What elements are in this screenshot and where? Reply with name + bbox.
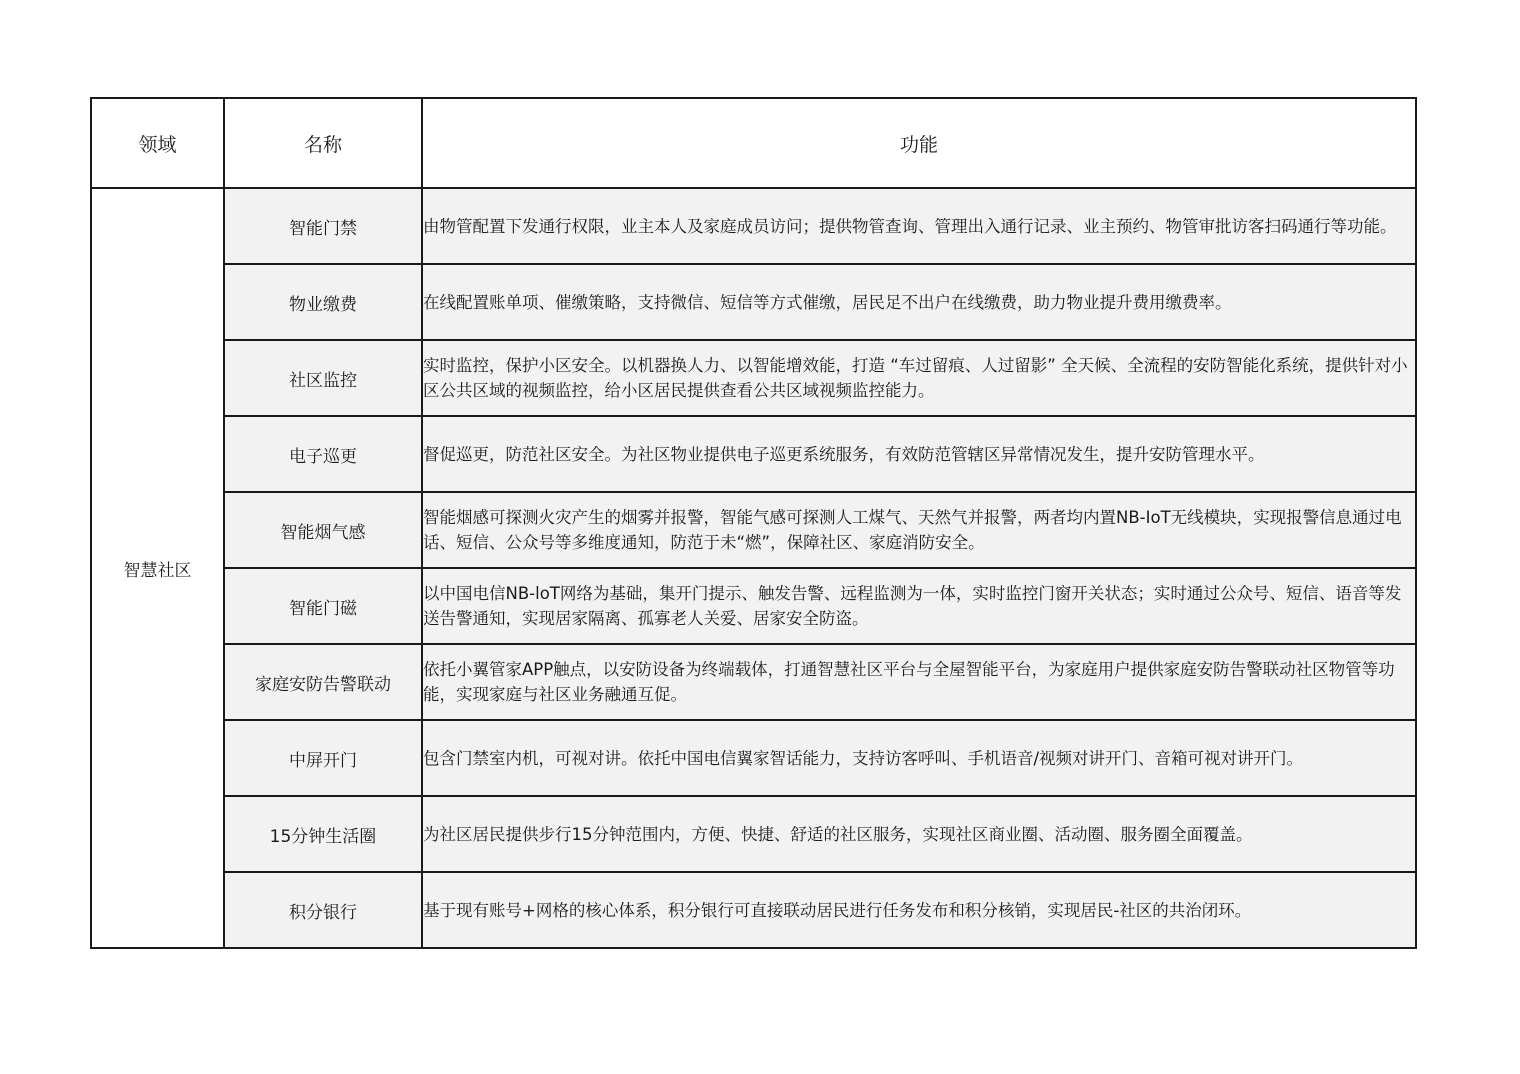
header-function: 功能 <box>422 98 1416 188</box>
header-row <box>91 98 1416 188</box>
function-cell: 智能烟感可探测火灾产生的烟雾并报警，智能气感可探测人工煤气、天然气并报警，两者均内置NB-IoT无线模块，实现报警信息通过电话、短信、公众号等多维度通知，防范于未“燃”，保障社区、家庭消防安全。 <box>422 492 1416 568</box>
feature-table <box>90 97 1417 949</box>
header-name: 名称 <box>224 98 422 188</box>
function-cell: 实时监控，保护小区安全。以机器换人力、以智能增效能，打造 “车过留痕、人过留影” 全天候、全流程的安防智能化系统，提供针对小区公共区域的视频监控，给小区居民提供查看公共区域视频监控能力。 <box>422 340 1416 416</box>
table-row <box>91 416 1416 492</box>
name-cell: 社区监控 <box>224 340 422 416</box>
name-cell: 中屏开门 <box>224 720 422 796</box>
table-row <box>91 340 1416 416</box>
table-row <box>91 188 1416 264</box>
header-domain: 领域 <box>91 98 224 188</box>
table-row <box>91 264 1416 340</box>
table-row <box>91 568 1416 644</box>
table-row <box>91 796 1416 872</box>
name-cell: 电子巡更 <box>224 416 422 492</box>
table-row <box>91 720 1416 796</box>
name-cell: 智能烟气感 <box>224 492 422 568</box>
function-cell: 包含门禁室内机，可视对讲。依托中国电信翼家智话能力，支持访客呼叫、手机语音/视频对讲开门、音箱可视对讲开门。 <box>422 720 1416 796</box>
table-row <box>91 492 1416 568</box>
domain-cell: 智慧社区 <box>91 188 224 948</box>
function-cell: 由物管配置下发通行权限，业主本人及家庭成员访问；提供物管查询、管理出入通行记录、业主预约、物管审批访客扫码通行等功能。 <box>422 188 1416 264</box>
function-cell: 在线配置账单项、催缴策略，支持微信、短信等方式催缴，居民足不出户在线缴费，助力物业提升费用缴费率。 <box>422 264 1416 340</box>
name-cell: 智能门禁 <box>224 188 422 264</box>
table-row <box>91 644 1416 720</box>
function-cell: 基于现有账号+网格的核心体系，积分银行可直接联动居民进行任务发布和积分核销，实现居民-社区的共治闭环。 <box>422 872 1416 948</box>
table-row <box>91 872 1416 948</box>
function-cell: 督促巡更，防范社区安全。为社区物业提供电子巡更系统服务，有效防范管辖区异常情况发生，提升安防管理水平。 <box>422 416 1416 492</box>
name-cell: 积分银行 <box>224 872 422 948</box>
name-cell: 15分钟生活圈 <box>224 796 422 872</box>
function-cell: 为社区居民提供步行15分钟范围内，方便、快捷、舒适的社区服务，实现社区商业圈、活动圈、服务圈全面覆盖。 <box>422 796 1416 872</box>
function-cell: 依托小翼管家APP触点，以安防设备为终端载体，打通智慧社区平台与全屋智能平台，为家庭用户提供家庭安防告警联动社区物管等功能，实现家庭与社区业务融通互促。 <box>422 644 1416 720</box>
name-cell: 物业缴费 <box>224 264 422 340</box>
name-cell: 智能门磁 <box>224 568 422 644</box>
name-cell: 家庭安防告警联动 <box>224 644 422 720</box>
function-cell: 以中国电信NB-loT网络为基础，集开门提示、触发告警、远程监测为一体，实时监控门窗开关状态；实时通过公众号、短信、语音等发送告警通知，实现居家隔离、孤寡老人关爱、居家安全防盗。 <box>422 568 1416 644</box>
